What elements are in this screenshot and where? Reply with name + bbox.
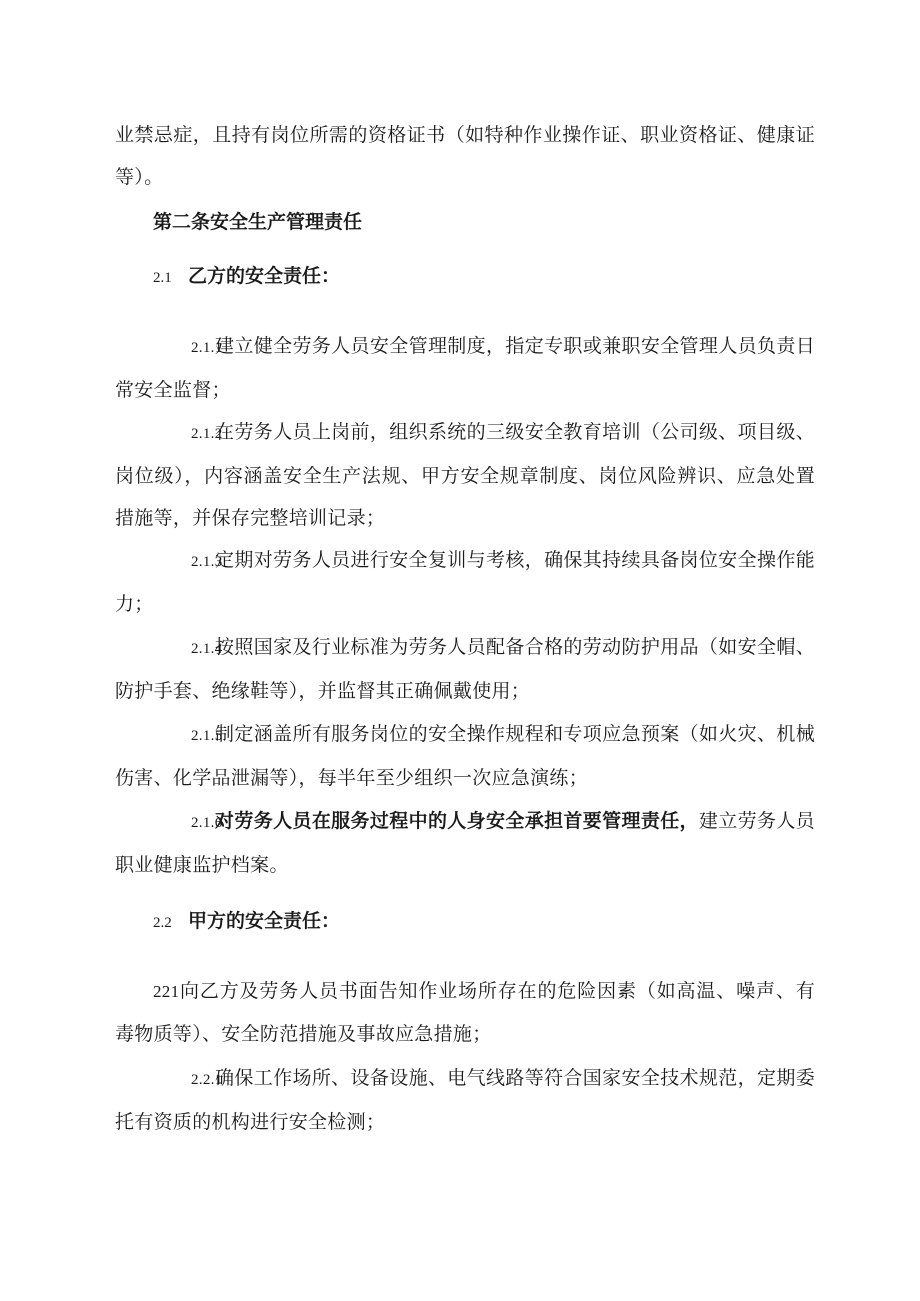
section-2-2-number: 2.2 (153, 915, 172, 931)
clause-text: 确保工作场所、设备设施、电气线路等符合国家安全技术规范，定期委托有资质的机构进行安全检测； (115, 1067, 815, 1133)
paragraph-continuation: 业禁忌症，且持有岗位所需的资格证书（如特种作业操作证、职业资格证、健康证等）。 (115, 124, 815, 188)
clause-2-1-5 (115, 713, 815, 799)
clause-number: 221 (153, 982, 180, 1001)
clause-number: 2.1.6 (191, 815, 223, 831)
clause-2-1-1 (115, 325, 815, 411)
clause-text: 按照国家及行业标准为劳务人员配备合格的劳动防护用品（如安全帽、防护手套、绝缘鞋等），并监督其正确佩戴使用； (115, 636, 815, 702)
clause-number: 2.2.1 (191, 1072, 223, 1088)
section-2-2-heading (153, 900, 340, 944)
article-2-title: 第二条安全生产管理责任 (153, 211, 363, 233)
clause-2-1-2 (115, 411, 815, 539)
clause-221 (115, 970, 815, 1055)
clause-text: 在劳务人员上岗前，组织系统的三级安全教育培训（公司级、项目级、岗位级），内容涵盖安全生产法规、甲方安全规章制度、岗位风险辨识、应急处置措施等，并保存完整培训记录； (115, 421, 815, 529)
section-2-1-number: 2.1 (153, 270, 172, 286)
clause-number: 2.1.5 (191, 728, 223, 744)
section-2-1-heading (153, 255, 340, 299)
clause-number: 2.1.3 (191, 554, 223, 570)
clause-text: 建立劳务人员职业健康监护档案。 (115, 810, 815, 876)
section-2-2-title: 甲方的安全责任： (188, 910, 341, 932)
clause-2-1-3 (115, 539, 815, 625)
section-2-1-title: 乙方的安全责任： (188, 265, 341, 287)
clause-text: 制定涵盖所有服务岗位的安全操作规程和专项应急预案（如火灾、机械伤害、化学品泄漏等），每半年至少组织一次应急演练； (115, 723, 815, 789)
clause-number: 2.1.1 (191, 340, 223, 356)
clause-2-1-4 (115, 626, 815, 712)
clause-text: 向乙方及劳务人员书面告知作业场所存在的危险因素（如高温、噪声、有毒物质等）、安全防范措施及事故应急措施； (115, 980, 815, 1045)
clause-text: 定期对劳务人员进行安全复训与考核，确保其持续具备岗位安全操作能力； (115, 549, 815, 615)
clause-number: 2.1.2 (191, 426, 223, 442)
clause-text: 建立健全劳务人员安全管理制度，指定专职或兼职安全管理人员负责日常安全监督； (115, 335, 815, 401)
clause-2-1-6 (115, 800, 815, 886)
clause-bold-text: 对劳务人员在服务过程中的人身安全承担首要管理责任， (215, 810, 699, 832)
clause-number: 2.1.4 (191, 641, 223, 657)
clause-2-2-1 (115, 1057, 815, 1143)
